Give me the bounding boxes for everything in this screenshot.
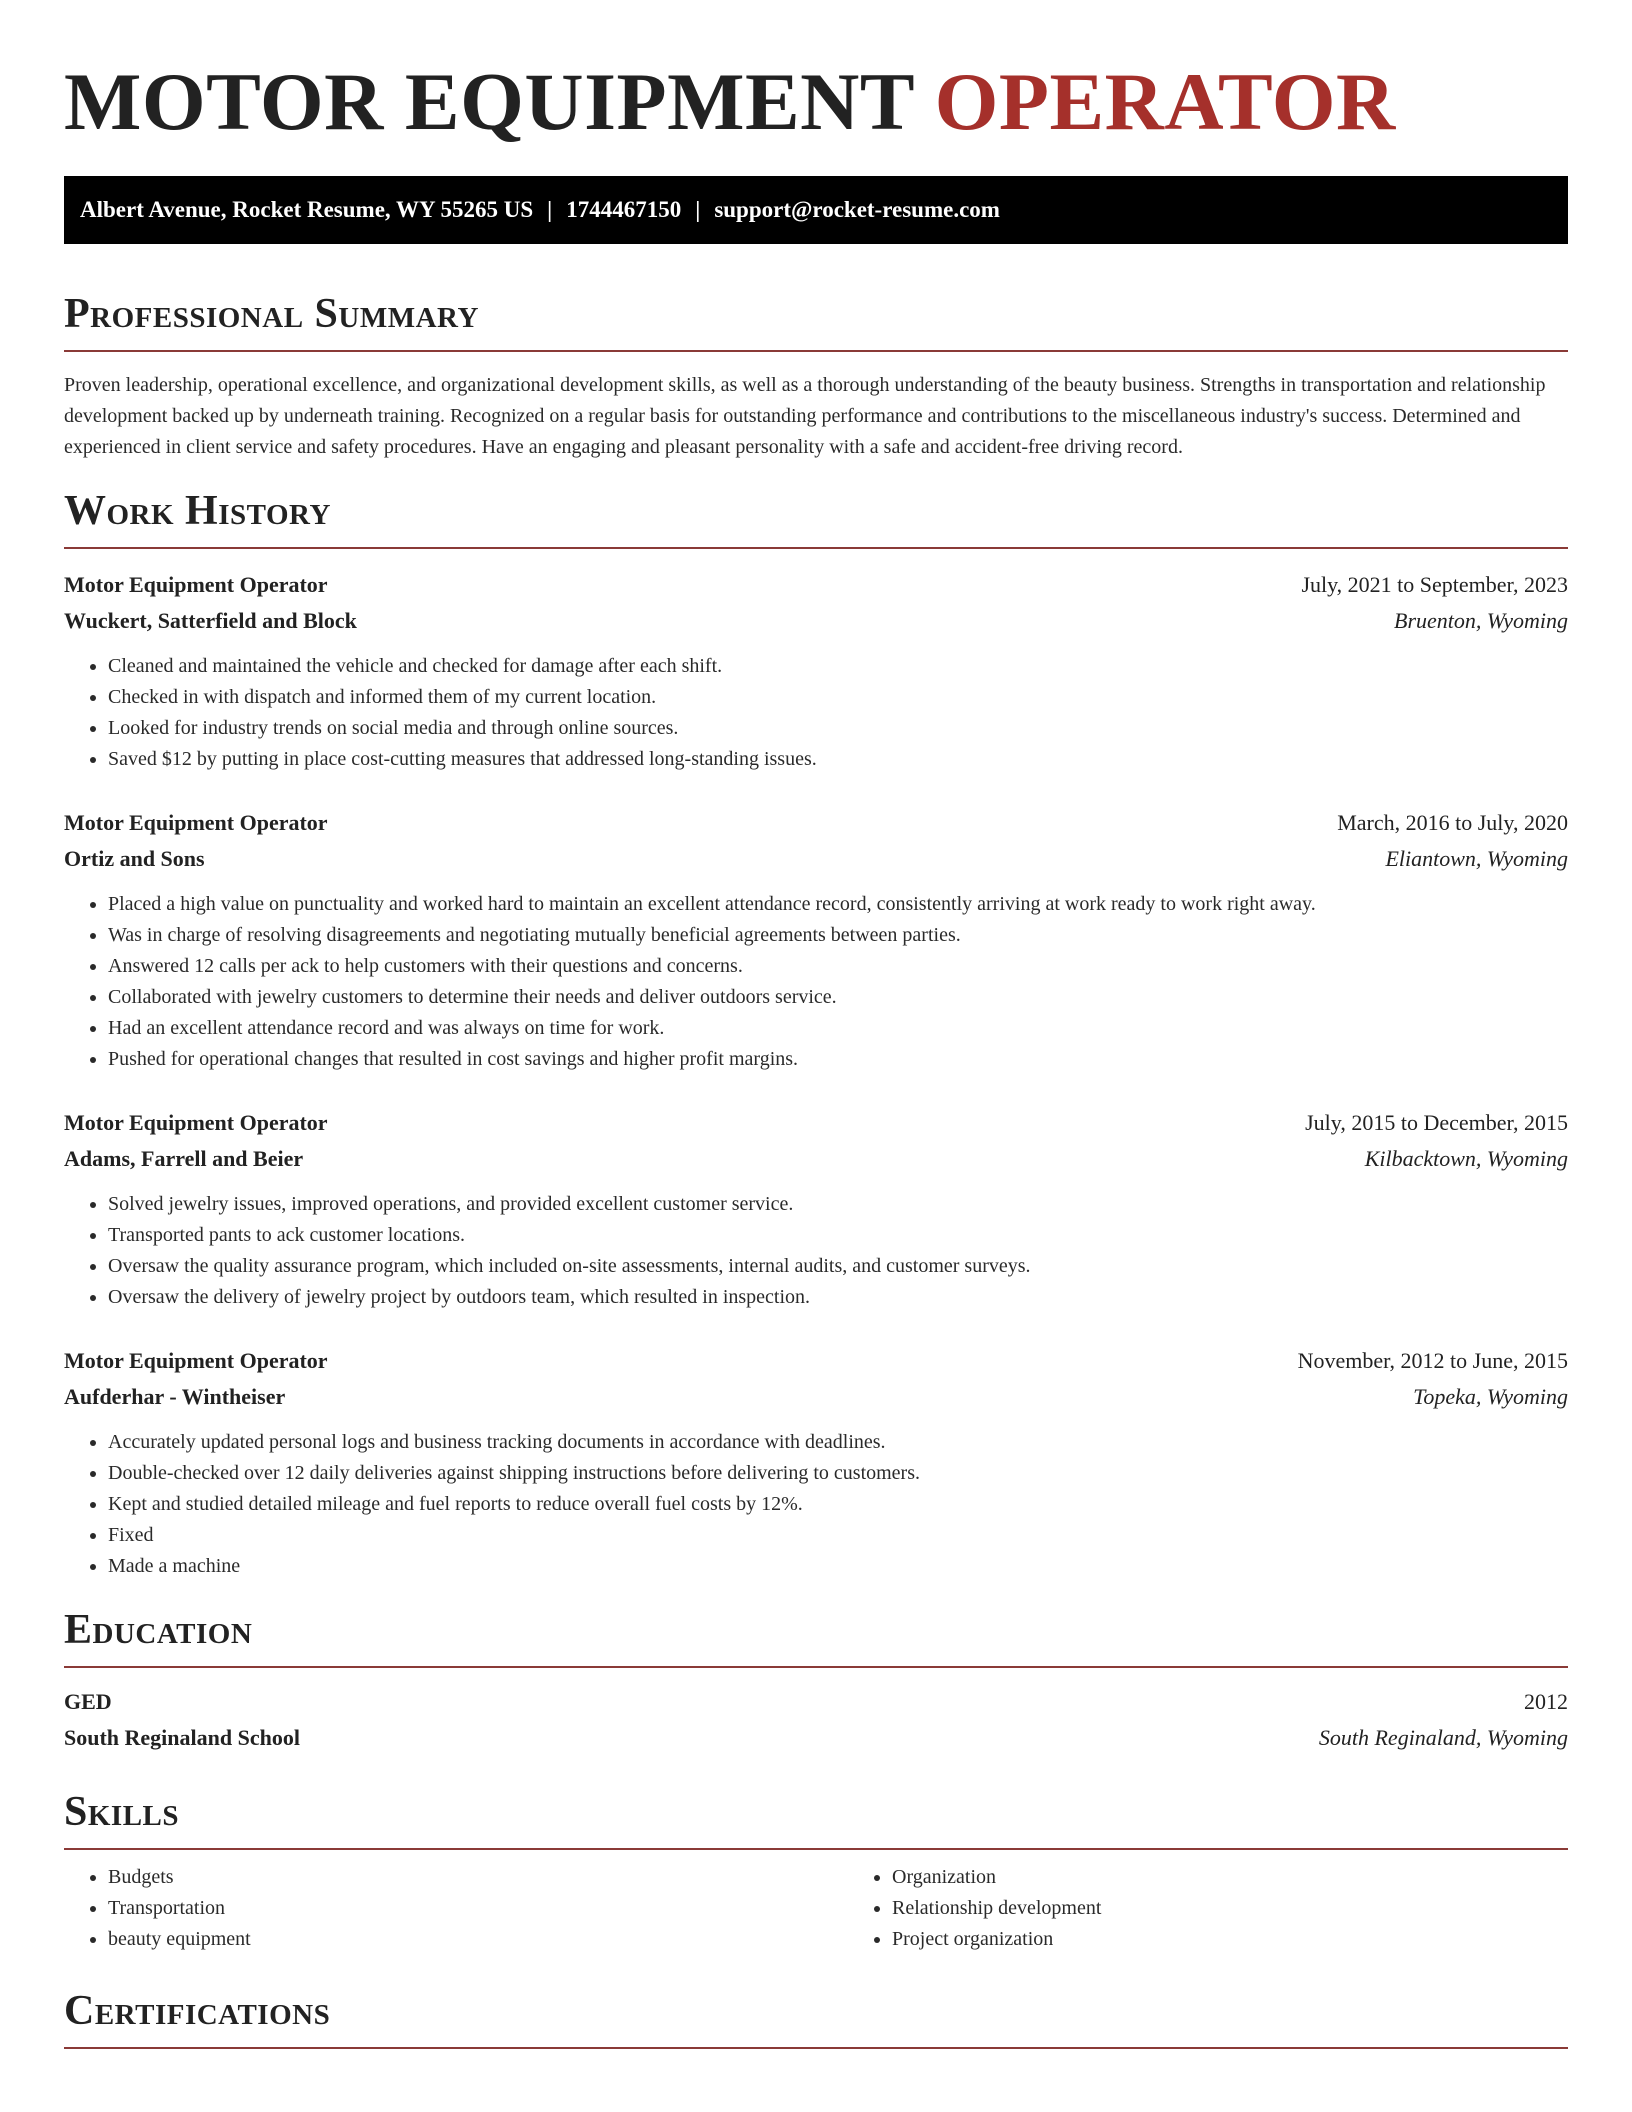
summary-section: [64, 288, 1568, 463]
job-bullet: • Pushed for operational changes that resulted in cost savings and higher profit margins.: [108, 1044, 1568, 1075]
job-bullets: [64, 1189, 1568, 1313]
job-bullet: • Collaborated with jewelry customers to determine their needs and deliver outdoors service.: [108, 982, 1568, 1013]
job-header-row: [64, 805, 1568, 841]
skill-item: • beauty equipment: [108, 1924, 848, 1955]
education-entry: [64, 1684, 1568, 1756]
job-header-row: [64, 1343, 1568, 1379]
section-divider: [64, 350, 1568, 352]
job-company-row: [64, 1379, 1568, 1415]
education-header-row: [64, 1684, 1568, 1720]
resume-title: [64, 0, 1568, 152]
skills-column-2: [848, 1862, 1101, 1955]
job-location: Eliantown, Wyoming: [1385, 846, 1568, 871]
job-title: Motor Equipment Operator: [64, 572, 328, 597]
job-bullet: • Kept and studied detailed mileage and fuel reports to reduce overall fuel costs by 12%.: [108, 1489, 1568, 1520]
job-title: Motor Equipment Operator: [64, 810, 328, 835]
job-bullet: • Made a machine: [108, 1551, 1568, 1582]
work-history-section: [64, 485, 1568, 1582]
summary-text: Proven leadership, operational excellence, and organizational development skills, as well as a thorough understanding of the beauty business. Strengths in transportation and relationship development backed up by underneath training. Recognized on a regular basis for outstanding performance and contributions to the miscellaneous industry's success. Determined and experienced in client service and safety procedures. Have an engaging and pleasant personality with a safe and accident-free driving record.: [64, 374, 1546, 458]
education-location: South Reginaland, Wyoming: [1318, 1725, 1568, 1750]
job-company: Aufderhar - Wintheiser: [64, 1384, 286, 1409]
education-school-row: [64, 1720, 1568, 1756]
job-bullet: • Saved $12 by putting in place cost-cutting measures that addressed long-standing issues.: [108, 744, 1568, 775]
contact-separator: |: [695, 197, 701, 222]
job-bullet: • Looked for industry trends on social media and through online sources.: [108, 713, 1568, 744]
job-dates: March, 2016 to July, 2020: [1337, 810, 1568, 835]
education-degree: GED: [64, 1689, 112, 1714]
job-bullet: • Transported pants to ack customer locations.: [108, 1220, 1568, 1251]
summary-heading: Professional Summary: [64, 291, 479, 337]
job-bullet: • Placed a high value on punctuality and worked hard to maintain an excellent attendance record, consistently arriving at work ready to work right away.: [108, 889, 1568, 920]
contact-address: Albert Avenue, Rocket Resume, WY 55265 US: [80, 197, 534, 222]
job-entry: [64, 1343, 1568, 1582]
job-bullet: • Double-checked over 12 daily deliveries against shipping instructions before delivering to customers.: [108, 1458, 1568, 1489]
certifications-heading: Certifications: [64, 1988, 331, 2034]
job-dates: November, 2012 to June, 2015: [1297, 1348, 1568, 1373]
job-title: Motor Equipment Operator: [64, 1110, 328, 1135]
job-entry: [64, 1105, 1568, 1313]
job-bullet: • Oversaw the delivery of jewelry project by outdoors team, which resulted in inspection.: [108, 1282, 1568, 1313]
job-bullet: • Answered 12 calls per ack to help customers with their questions and concerns.: [108, 951, 1568, 982]
job-bullet: • Was in charge of resolving disagreements and negotiating mutually beneficial agreements between parties.: [108, 920, 1568, 951]
job-location: Bruenton, Wyoming: [1394, 608, 1568, 633]
skill-item: • Relationship development: [892, 1893, 1101, 1924]
contact-separator: |: [547, 197, 553, 222]
contact-email: support@rocket-resume.com: [714, 197, 1000, 222]
job-bullet: • Solved jewelry issues, improved operations, and provided excellent customer service.: [108, 1189, 1568, 1220]
job-bullet: • Checked in with dispatch and informed them of my current location.: [108, 682, 1568, 713]
skill-item: • Project organization: [892, 1924, 1101, 1955]
skill-item: • Organization: [892, 1862, 1101, 1893]
title-role-part: MOTOR EQUIPMENT: [64, 56, 914, 147]
job-bullet: • Oversaw the quality assurance program, which included on-site assessments, internal audits, and customer surveys.: [108, 1251, 1568, 1282]
contact-phone: 1744467150: [566, 197, 682, 222]
job-company: Ortiz and Sons: [64, 846, 205, 871]
job-bullet: • Accurately updated personal logs and business tracking documents in accordance with deadlines.: [108, 1427, 1568, 1458]
education-year: 2012: [1524, 1689, 1568, 1714]
job-title: Motor Equipment Operator: [64, 1348, 328, 1373]
section-divider: [64, 1848, 1568, 1850]
education-school: South Reginaland School: [64, 1725, 300, 1750]
skills-section: [64, 1786, 1568, 1955]
job-entry: [64, 567, 1568, 775]
skills-column-1: [64, 1862, 848, 1955]
job-bullets: [64, 889, 1568, 1075]
job-location: Topeka, Wyoming: [1413, 1384, 1568, 1409]
job-bullets: [64, 651, 1568, 775]
job-company: Adams, Farrell and Beier: [64, 1146, 304, 1171]
section-divider: [64, 1666, 1568, 1668]
skill-item: • Budgets: [108, 1862, 848, 1893]
skills-heading: Skills: [64, 1789, 180, 1835]
job-bullet: • Had an excellent attendance record and was always on time for work.: [108, 1013, 1568, 1044]
job-bullets: [64, 1427, 1568, 1582]
job-header-row: [64, 567, 1568, 603]
certifications-section: [64, 1985, 1568, 2049]
work-history-heading: Work History: [64, 488, 331, 534]
job-company-row: [64, 1141, 1568, 1177]
skills-grid: [64, 1862, 1568, 1955]
job-dates: July, 2015 to December, 2015: [1305, 1110, 1568, 1135]
education-section: [64, 1604, 1568, 1756]
section-divider: [64, 547, 1568, 549]
job-entry: [64, 805, 1568, 1075]
job-company-row: [64, 603, 1568, 639]
job-company-row: [64, 841, 1568, 877]
contact-bar: [64, 176, 1568, 244]
job-dates: July, 2021 to September, 2023: [1301, 572, 1568, 597]
title-accent-part: OPERATOR: [934, 56, 1396, 147]
job-company: Wuckert, Satterfield and Block: [64, 608, 357, 633]
job-location: Kilbacktown, Wyoming: [1364, 1146, 1568, 1171]
job-bullet: • Cleaned and maintained the vehicle and checked for damage after each shift.: [108, 651, 1568, 682]
job-bullet: • Fixed: [108, 1520, 1568, 1551]
section-divider: [64, 2047, 1568, 2049]
job-header-row: [64, 1105, 1568, 1141]
skill-item: • Transportation: [108, 1893, 848, 1924]
education-heading: Education: [64, 1607, 253, 1653]
